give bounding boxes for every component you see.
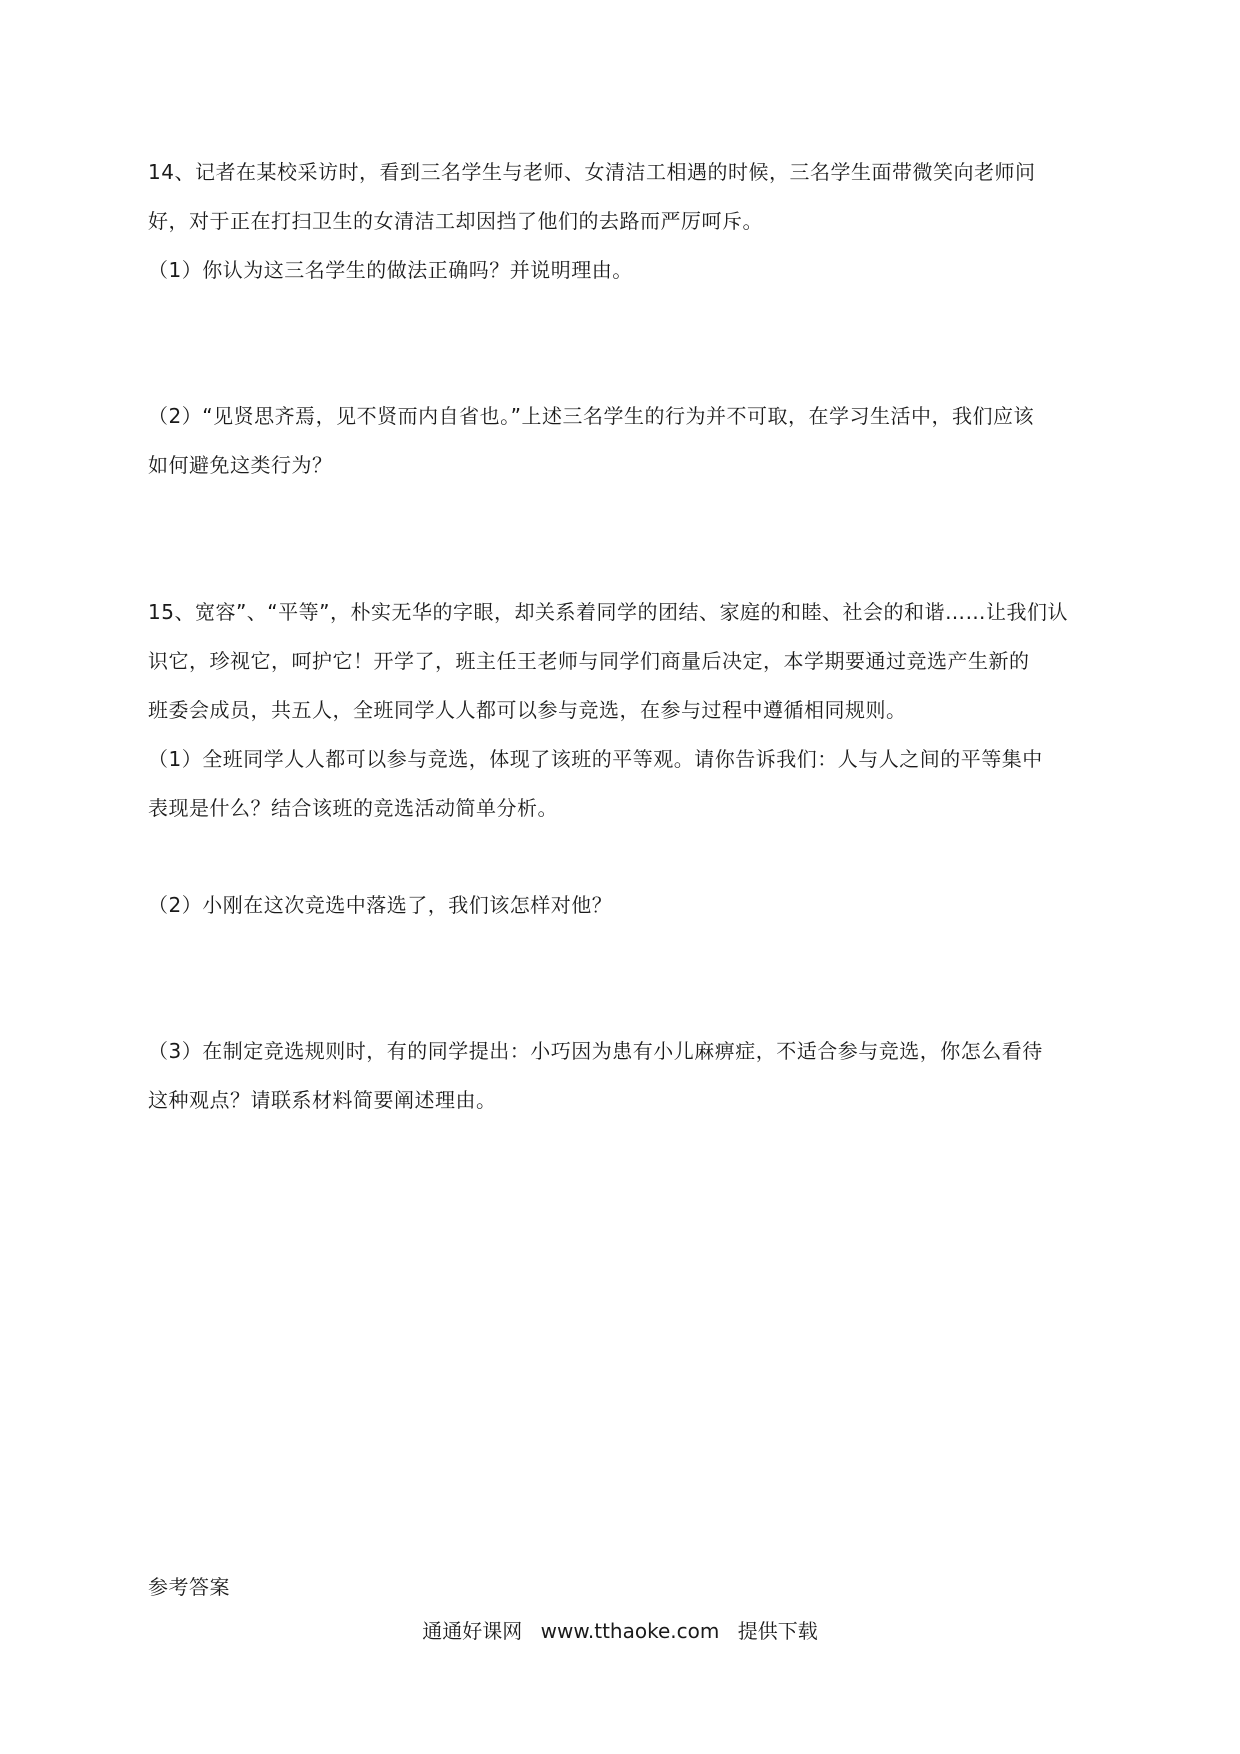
q15-stem-line-2: 识它，珍视它，呵护它！开学了，班主任王老师与同学们商量后决定，本学期要通过竞选产生新的 (148, 649, 1030, 673)
q15-subquestion-1-line-2: 表现是什么？结合该班的竞选活动简单分析。 (148, 796, 558, 820)
q15-subquestion-1-line-1: （1）全班同学人人都可以参与竞选，体现了该班的平等观。请你告诉我们：人与人之间的平等集中 (148, 747, 1043, 771)
q14-stem-line-2: 好，对于正在打扫卫生的女清洁工却因挡了他们的去路而严厉呵斥。 (148, 209, 763, 233)
q14-subquestion-2-line-2: 如何避免这类行为？ (148, 453, 333, 477)
footer-site-name: 通通好课网 (422, 1619, 523, 1643)
q15-subquestion-3-line-1: （3）在制定竞选规则时，有的同学提出：小巧因为患有小儿麻痹症，不适合参与竞选，你怎么看待 (148, 1039, 1043, 1063)
q15-subquestion-3-line-2: 这种观点？请联系材料简要阐述理由。 (148, 1088, 497, 1112)
q15-stem-line-1: 15、宽容”、“平等”，朴实无华的字眼，却关系着同学的团结、家庭的和睦、社会的和谐……让我们认 (148, 600, 1069, 624)
q14-stem-line-1: 14、记者在某校采访时，看到三名学生与老师、女清洁工相遇的时候，三名学生面带微笑向老师问 (148, 160, 1036, 184)
q15-stem-line-3: 班委会成员，共五人，全班同学人人都可以参与竞选，在参与过程中遵循相同规则。 (148, 698, 907, 722)
q14-subquestion-2-line-1: （2）“见贤思齐焉，见不贤而内自省也。”上述三名学生的行为并不可取，在学习生活中，我们应该 (148, 404, 1034, 428)
footer-url: www.tthaoke.com (540, 1619, 720, 1643)
answers-heading: 参考答案 (148, 1575, 230, 1599)
q14-subquestion-1: （1）你认为这三名学生的做法正确吗？并说明理由。 (148, 258, 633, 282)
footer-note: 提供下载 (737, 1619, 818, 1643)
q15-subquestion-2: （2）小刚在这次竞选中落选了，我们该怎样对他？ (148, 893, 613, 917)
page-footer (0, 1617, 1240, 1645)
